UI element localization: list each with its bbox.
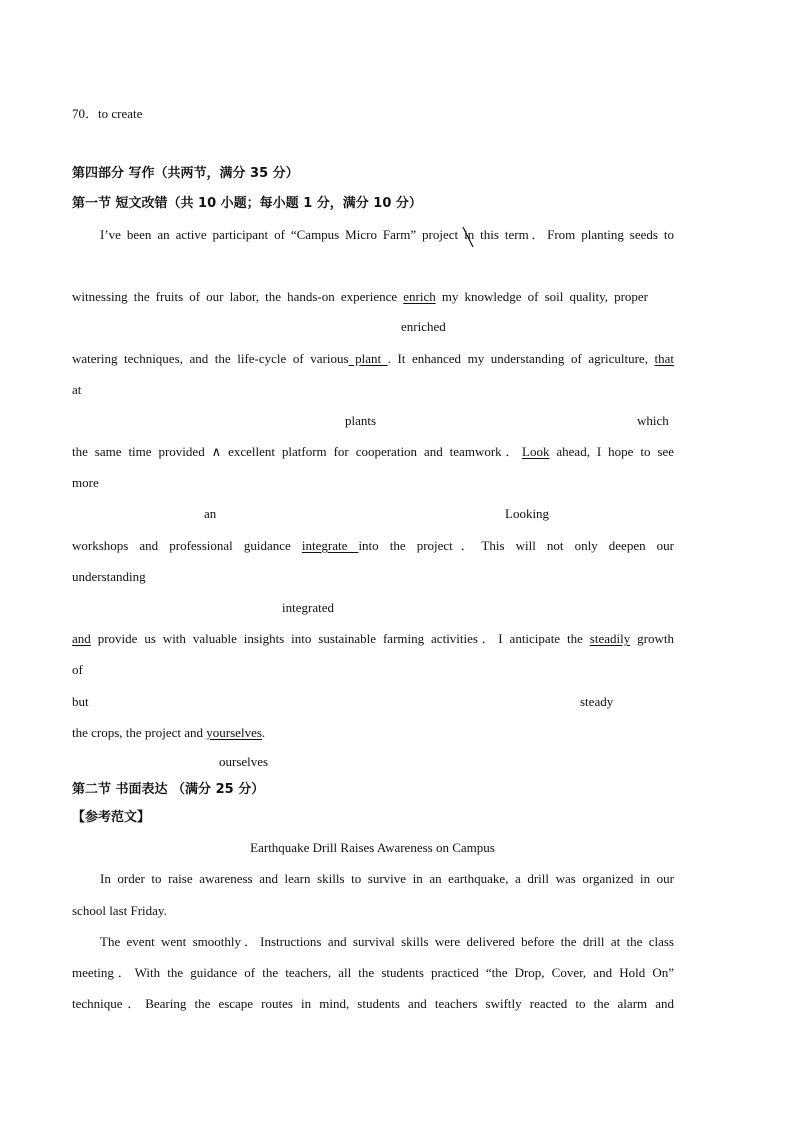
essay-title: Earthquake Drill Raises Awareness on Campus	[250, 840, 495, 855]
passage-line-6	[72, 631, 674, 647]
correction-plants: plants	[345, 413, 377, 428]
deletion-mark	[461, 226, 475, 248]
correction-looking: Looking	[505, 506, 550, 521]
correction-but: but	[72, 694, 89, 709]
text-segment: this term．From planting seeds to	[474, 227, 674, 242]
answer-70: 70．to create	[72, 106, 143, 121]
essay-line: school last Friday.	[72, 903, 167, 918]
text-segment: witnessing the fruits of our labor, the hands-on experience	[72, 289, 404, 304]
correction-enriched: enriched	[401, 319, 446, 334]
error-word: that	[654, 351, 675, 366]
text-segment: the crops, the project and	[72, 725, 207, 740]
part4-heading: 第四部分 写作（共两节，满分 35 分）	[72, 166, 299, 181]
passage-line-1	[100, 227, 674, 243]
text-segment: workshops and professional guidance	[72, 538, 302, 553]
text-segment: .	[261, 725, 266, 740]
text-segment: I’ve been an active participant of “Campus Micro Farm” project	[100, 227, 465, 242]
error-word: steadily	[589, 631, 631, 646]
correction-an: an	[204, 506, 217, 521]
passage-line-5	[72, 538, 674, 554]
reference-label: 【参考范文】	[72, 810, 151, 825]
text-segment: the same time provided ∧ excellent platform for cooperation and teamwork．	[72, 444, 523, 459]
text-segment: growth	[630, 631, 674, 646]
correction-steady: steady	[580, 694, 614, 709]
correction-integrated: integrated	[282, 600, 334, 615]
passage-line-7	[72, 725, 265, 741]
correction-ourselves: ourselves	[219, 754, 269, 769]
error-word: yourselves	[206, 725, 262, 740]
wrapped-text: of	[72, 662, 83, 677]
essay-line: In order to raise awareness and learn skills to survive in an earthquake, a drill was organized in our	[100, 871, 674, 886]
section2-heading: 第二节 书面表达 （满分 25 分）	[72, 782, 265, 797]
deleted-word: in	[464, 227, 475, 242]
essay-line: meeting．With the guidance of the teachers, all the students practiced “the Drop, Cover, and Hold On”	[72, 965, 674, 980]
correction-which: which	[637, 413, 669, 428]
passage-line-2	[72, 289, 648, 305]
wrapped-text: at	[72, 382, 82, 397]
section1-heading: 第一节 短文改错（共 10 小题；每小题 1 分，满分 10 分）	[72, 196, 422, 211]
essay-line: technique．Bearing the escape routes in mind, students and teachers swiftly reacted to the alarm and	[72, 996, 674, 1011]
text-segment: provide us with valuable insights into sustainable farming activities．I anticipate the	[90, 631, 590, 646]
error-word: and	[72, 631, 91, 646]
text-segment: into the project．This will not only deepen our	[358, 538, 674, 553]
error-word: Look	[522, 444, 550, 459]
error-word: integrate	[301, 538, 359, 553]
text-segment: ahead, I hope to see	[549, 444, 674, 459]
passage-line-3	[72, 351, 674, 367]
text-segment: . It enhanced my understanding of agriculture,	[387, 351, 655, 366]
essay-line: The event went smoothly．Instructions and survival skills were delivered before the drill at the class	[100, 934, 674, 949]
wrapped-text: more	[72, 475, 99, 490]
passage-line-4	[72, 444, 674, 460]
text-segment: my knowledge of soil quality, proper	[435, 289, 648, 304]
text-segment: watering techniques, and the life-cycle of various	[72, 351, 349, 366]
error-word: enrich	[403, 289, 436, 304]
error-word: plant	[348, 351, 388, 366]
wrapped-text: understanding	[72, 569, 146, 584]
